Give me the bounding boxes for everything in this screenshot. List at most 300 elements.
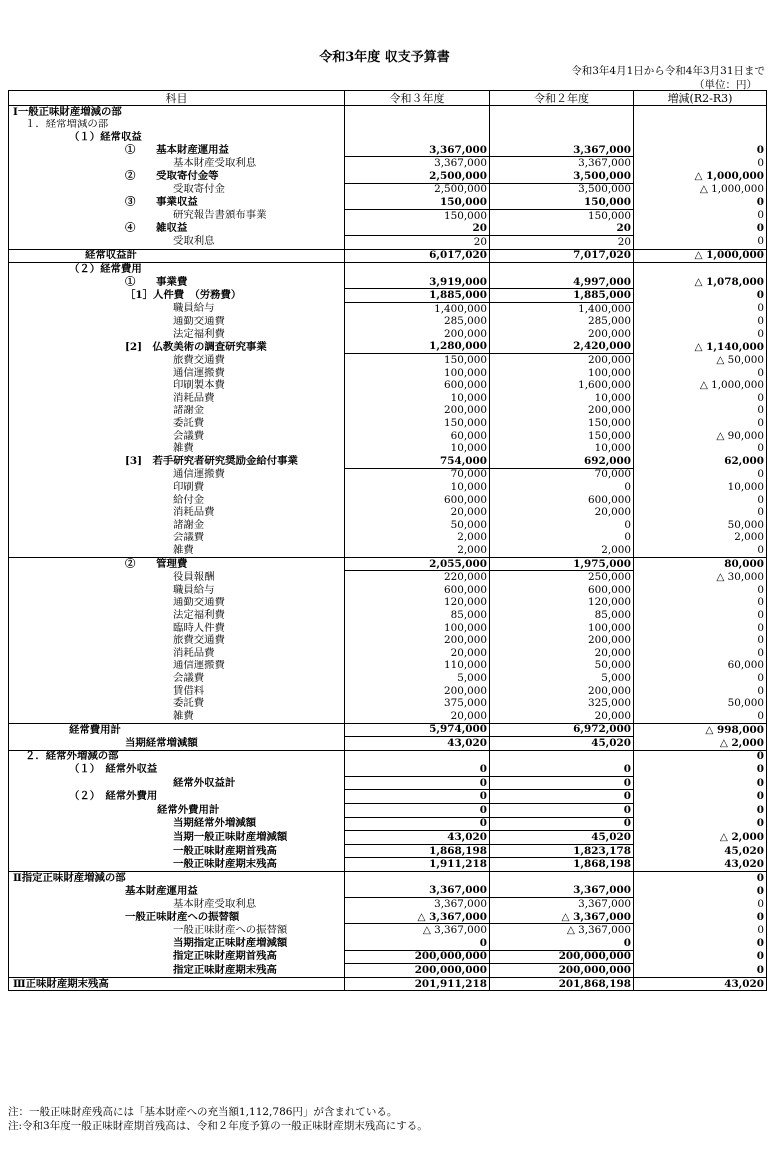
value-r2: 0 <box>490 776 634 790</box>
value-diff: △ 1,000,000 <box>634 170 767 183</box>
value-diff: 0 <box>634 872 767 885</box>
table-row <box>9 924 767 937</box>
value-r2: 200,000 <box>490 354 634 367</box>
table-row <box>9 328 767 341</box>
table-row <box>9 289 767 303</box>
value-diff: 0 <box>634 289 767 303</box>
value-diff: △ 90,000 <box>634 430 767 443</box>
account-label: 基本財産運用益 <box>9 885 345 898</box>
value-r2: 200,000 <box>490 328 634 341</box>
table-row <box>9 519 767 532</box>
account-label: 消耗品費 <box>9 392 345 405</box>
value-r2: 120,000 <box>490 597 634 610</box>
table-row <box>9 950 767 964</box>
value-diff: 0 <box>634 672 767 685</box>
value-r2: 70,000 <box>490 468 634 481</box>
value-r3: 85,000 <box>345 609 490 622</box>
value-r3: 20,000 <box>345 506 490 519</box>
value-diff: 0 <box>634 405 767 418</box>
value-r3: 200,000,000 <box>345 950 490 964</box>
value-r3: 20 <box>345 222 490 235</box>
table-row <box>9 634 767 647</box>
account-label: 職員給与 <box>9 302 345 315</box>
table-row <box>9 468 767 481</box>
account-label: ［1］人件費 （労務費） <box>9 289 345 303</box>
column-header-diff: 増減(R2-R3) <box>634 91 767 106</box>
account-label: 印刷製本費 <box>9 379 345 392</box>
value-r3: 120,000 <box>345 597 490 610</box>
value-diff: △ 998,000 <box>634 723 767 737</box>
table-row <box>9 911 767 924</box>
table-row <box>9 584 767 597</box>
table-row <box>9 341 767 354</box>
value-r3: 100,000 <box>345 622 490 635</box>
account-label: 雑費 <box>9 544 345 557</box>
value-diff: 0 <box>634 924 767 937</box>
value-diff: 43,020 <box>634 858 767 872</box>
table-row <box>9 557 767 571</box>
value-diff: 0 <box>634 316 767 329</box>
value-r3: 1,280,000 <box>345 341 490 354</box>
account-label: 通信運搬費 <box>9 367 345 380</box>
value-r3: 2,500,000 <box>345 183 490 196</box>
account-label: 諸謝金 <box>9 519 345 532</box>
table-row <box>9 977 767 991</box>
table-row <box>9 222 767 235</box>
value-r2: 600,000 <box>490 584 634 597</box>
value-diff: 0 <box>634 157 767 170</box>
value-r2: 3,367,000 <box>490 898 634 911</box>
table-row <box>9 763 767 776</box>
value-diff: 50,000 <box>634 519 767 532</box>
account-label: １．経常増減の部 <box>9 119 345 132</box>
value-r3: 0 <box>345 790 490 804</box>
value-diff: 0 <box>634 494 767 507</box>
value-r2: 10,000 <box>490 442 634 455</box>
account-label: ④ 雑収益 <box>9 222 345 235</box>
table-row <box>9 532 767 545</box>
table-row <box>9 316 767 329</box>
currency-unit: （単位：円） <box>694 79 757 91</box>
value-r2: 0 <box>490 790 634 804</box>
account-label: ２．経常外増減の部 <box>9 750 345 763</box>
value-diff: △ 1,140,000 <box>634 341 767 354</box>
table-row <box>9 898 767 911</box>
account-label: 通勤交通費 <box>9 597 345 610</box>
account-label: 一般正味財産への振替額 <box>9 911 345 924</box>
value-r2: 325,000 <box>490 697 634 710</box>
value-r2: 285,000 <box>490 316 634 329</box>
value-diff: 0 <box>634 392 767 405</box>
account-label: 印刷費 <box>9 481 345 494</box>
value-r3: 70,000 <box>345 468 490 481</box>
table-row <box>9 685 767 698</box>
value-r3: 50,000 <box>345 519 490 532</box>
table-row <box>9 170 767 183</box>
value-r2: 2,420,000 <box>490 341 634 354</box>
value-r3: 3,919,000 <box>345 276 490 289</box>
account-label: 一般正味財産期首残高 <box>9 844 345 858</box>
value-r3: 0 <box>345 804 490 818</box>
account-label: 当期経常外増減額 <box>9 817 345 831</box>
table-row <box>9 697 767 710</box>
table-row <box>9 183 767 196</box>
value-r2: 1,400,000 <box>490 302 634 315</box>
value-r2: 200,000,000 <box>490 950 634 964</box>
account-label: 旅費交通費 <box>9 354 345 367</box>
table-row <box>9 937 767 950</box>
value-r3: 5,974,000 <box>345 723 490 737</box>
value-diff: 50,000 <box>634 697 767 710</box>
value-r3: 3,367,000 <box>345 144 490 157</box>
value-r2: 200,000,000 <box>490 964 634 978</box>
value-r2 <box>490 263 634 276</box>
value-r2: 3,367,000 <box>490 157 634 170</box>
value-r2: 7,017,020 <box>490 249 634 263</box>
account-label: 指定正味財産期首残高 <box>9 950 345 964</box>
account-label: 雑費 <box>9 710 345 723</box>
account-label: 経常収益計 <box>9 249 345 263</box>
value-r3: 43,020 <box>345 737 490 751</box>
value-r2: △ 3,367,000 <box>490 924 634 937</box>
value-r3: 0 <box>345 937 490 950</box>
table-row <box>9 379 767 392</box>
value-r3 <box>345 263 490 276</box>
value-r3: 2,500,000 <box>345 170 490 183</box>
value-r2: 50,000 <box>490 660 634 673</box>
account-label: （１） 経常外収益 <box>9 763 345 776</box>
value-diff: 0 <box>634 685 767 698</box>
table-row <box>9 964 767 978</box>
value-r3: 150,000 <box>345 196 490 209</box>
value-r2: 250,000 <box>490 571 634 584</box>
account-label: [3] 若手研究者研究奨励金給付事業 <box>9 455 345 468</box>
value-diff: 0 <box>634 367 767 380</box>
table-row <box>9 622 767 635</box>
value-r2: 1,868,198 <box>490 858 634 872</box>
value-diff: 0 <box>634 647 767 660</box>
account-label: （２） 経常外費用 <box>9 790 345 804</box>
value-r2: 6,972,000 <box>490 723 634 737</box>
value-r2: 150,000 <box>490 196 634 209</box>
table-row <box>9 544 767 557</box>
table-row <box>9 597 767 610</box>
value-r3: 200,000 <box>345 685 490 698</box>
value-r2: 3,367,000 <box>490 144 634 157</box>
value-r3: 150,000 <box>345 354 490 367</box>
table-row <box>9 858 767 872</box>
value-r2: 100,000 <box>490 367 634 380</box>
value-r2: 1,823,178 <box>490 844 634 858</box>
value-diff: △ 2,000 <box>634 737 767 751</box>
table-row <box>9 430 767 443</box>
column-header-r3: 令和３年度 <box>345 91 490 106</box>
account-label: 通信運搬費 <box>9 660 345 673</box>
value-diff: 0 <box>634 544 767 557</box>
value-r3: 150,000 <box>345 209 490 222</box>
value-diff: 62,000 <box>634 455 767 468</box>
account-label: Ⅲ正味財産期末残高 <box>9 977 345 991</box>
account-label: ① 基本財産運用益 <box>9 144 345 157</box>
table-row <box>9 367 767 380</box>
value-r2: 3,500,000 <box>490 170 634 183</box>
account-label: 委託費 <box>9 417 345 430</box>
table-row <box>9 263 767 276</box>
value-r2: 150,000 <box>490 430 634 443</box>
account-label: 役員報酬 <box>9 571 345 584</box>
account-label: 給付金 <box>9 494 345 507</box>
account-label: 会議費 <box>9 430 345 443</box>
account-label: 賃借料 <box>9 685 345 698</box>
value-r3: 5,000 <box>345 672 490 685</box>
value-diff: 0 <box>634 235 767 249</box>
table-row <box>9 235 767 249</box>
table-row <box>9 131 767 144</box>
table-row <box>9 157 767 170</box>
footnote-1: 注：一般正味財産残高には「基本財産への充当額1,112,786円」が含まれている。 <box>8 1106 398 1118</box>
value-diff: 0 <box>634 196 767 209</box>
value-r3: 754,000 <box>345 455 490 468</box>
account-label: 法定福利費 <box>9 328 345 341</box>
table-row <box>9 660 767 673</box>
value-diff: 0 <box>634 937 767 950</box>
value-diff <box>634 106 767 119</box>
account-label: 旅費交通費 <box>9 634 345 647</box>
account-label: 職員給与 <box>9 584 345 597</box>
value-r2: 0 <box>490 804 634 818</box>
value-diff: 0 <box>634 506 767 519</box>
table-row <box>9 494 767 507</box>
value-diff: 0 <box>634 634 767 647</box>
value-diff: 0 <box>634 468 767 481</box>
value-r3: 200,000 <box>345 634 490 647</box>
value-r2: 200,000 <box>490 405 634 418</box>
value-r3: 220,000 <box>345 571 490 584</box>
table-row <box>9 417 767 430</box>
value-r2: 3,500,000 <box>490 183 634 196</box>
value-r3 <box>345 872 490 885</box>
value-diff: 0 <box>634 817 767 831</box>
value-r2: 10,000 <box>490 392 634 405</box>
value-r2 <box>490 131 634 144</box>
table-row <box>9 609 767 622</box>
value-diff: 0 <box>634 898 767 911</box>
account-label: 委託費 <box>9 697 345 710</box>
value-diff <box>634 131 767 144</box>
value-r3 <box>345 106 490 119</box>
value-r2: 201,868,198 <box>490 977 634 991</box>
account-label: 研究報告書頒布事業 <box>9 209 345 222</box>
value-r2: 3,367,000 <box>490 885 634 898</box>
account-label: 指定正味財産期末残高 <box>9 964 345 978</box>
value-r3: 2,000 <box>345 544 490 557</box>
value-r3: 200,000 <box>345 405 490 418</box>
value-r3: 1,400,000 <box>345 302 490 315</box>
value-r2: 45,020 <box>490 831 634 845</box>
value-r3: 2,000 <box>345 532 490 545</box>
value-r2: 0 <box>490 532 634 545</box>
column-header-r2: 令和２年度 <box>490 91 634 106</box>
account-label: （２）経常費用 <box>9 263 345 276</box>
value-diff: △ 50,000 <box>634 354 767 367</box>
value-diff: △ 2,000 <box>634 831 767 845</box>
value-r2: 150,000 <box>490 209 634 222</box>
value-r2: 0 <box>490 817 634 831</box>
value-diff: 0 <box>634 622 767 635</box>
table-row <box>9 392 767 405</box>
value-r3: 200,000 <box>345 328 490 341</box>
table-row <box>9 844 767 858</box>
table-row <box>9 723 767 737</box>
value-r3: 110,000 <box>345 660 490 673</box>
value-r3: 60,000 <box>345 430 490 443</box>
value-diff: △ 1,000,000 <box>634 249 767 263</box>
value-r3: 3,367,000 <box>345 157 490 170</box>
value-diff: 0 <box>634 442 767 455</box>
table-row <box>9 817 767 831</box>
table-row <box>9 571 767 584</box>
value-diff: 0 <box>634 222 767 235</box>
value-r3: 6,017,020 <box>345 249 490 263</box>
value-diff: 0 <box>634 609 767 622</box>
account-label: 臨時人件費 <box>9 622 345 635</box>
table-row <box>9 302 767 315</box>
table-row <box>9 405 767 418</box>
table-row <box>9 196 767 209</box>
account-label: ③ 事業収益 <box>9 196 345 209</box>
value-diff: △ 30,000 <box>634 571 767 584</box>
value-r2 <box>490 872 634 885</box>
account-label: 当期経常増減額 <box>9 737 345 751</box>
account-label: 当期一般正味財産増減額 <box>9 831 345 845</box>
value-r2: 1,885,000 <box>490 289 634 303</box>
value-r3: 600,000 <box>345 379 490 392</box>
value-diff: △ 1,000,000 <box>634 379 767 392</box>
value-r2: 1,600,000 <box>490 379 634 392</box>
value-r2: 20,000 <box>490 647 634 660</box>
table-row <box>9 144 767 157</box>
value-r2: 20 <box>490 222 634 235</box>
value-r2: 4,997,000 <box>490 276 634 289</box>
account-label: 経常費用計 <box>9 723 345 737</box>
value-r3: 0 <box>345 817 490 831</box>
account-label: 法定福利費 <box>9 609 345 622</box>
value-r3 <box>345 131 490 144</box>
value-diff: 0 <box>634 804 767 818</box>
value-r2 <box>490 750 634 763</box>
value-diff: 0 <box>634 885 767 898</box>
table-row <box>9 209 767 222</box>
value-diff: 43,020 <box>634 977 767 991</box>
table-row <box>9 481 767 494</box>
account-label: 受取利息 <box>9 235 345 249</box>
value-r2: 5,000 <box>490 672 634 685</box>
value-r2: 200,000 <box>490 634 634 647</box>
value-r3: 600,000 <box>345 584 490 597</box>
table-row <box>9 506 767 519</box>
value-r2: 0 <box>490 937 634 950</box>
value-r3: 201,911,218 <box>345 977 490 991</box>
value-r2: 20,000 <box>490 506 634 519</box>
value-diff: 10,000 <box>634 481 767 494</box>
table-row <box>9 872 767 885</box>
account-label: 会議費 <box>9 532 345 545</box>
value-r3: 600,000 <box>345 494 490 507</box>
value-diff: 0 <box>634 328 767 341</box>
value-r3: 3,367,000 <box>345 898 490 911</box>
table-row <box>9 249 767 263</box>
value-diff: 0 <box>634 790 767 804</box>
value-r2: 150,000 <box>490 417 634 430</box>
budget-table-body <box>9 106 767 991</box>
value-r3: △ 3,367,000 <box>345 924 490 937</box>
account-label: 会議費 <box>9 672 345 685</box>
value-r2: 0 <box>490 519 634 532</box>
value-diff: 45,020 <box>634 844 767 858</box>
value-r3: 1,885,000 <box>345 289 490 303</box>
fiscal-period: 令和3年4月1日から令和4年3月31日まで <box>571 65 765 77</box>
value-diff: 0 <box>634 597 767 610</box>
table-row <box>9 455 767 468</box>
value-diff <box>634 263 767 276</box>
value-r2: 692,000 <box>490 455 634 468</box>
value-r2 <box>490 119 634 132</box>
value-r3: 0 <box>345 776 490 790</box>
value-r2: 0 <box>490 763 634 776</box>
account-label: 消耗品費 <box>9 647 345 660</box>
value-r2: 20,000 <box>490 710 634 723</box>
value-r2: 85,000 <box>490 609 634 622</box>
account-label: 一般正味財産期末残高 <box>9 858 345 872</box>
account-label: （１）経常収益 <box>9 131 345 144</box>
value-diff: △ 1,000,000 <box>634 183 767 196</box>
account-label: [2] 仏教美術の調査研究事業 <box>9 341 345 354</box>
table-row <box>9 106 767 119</box>
value-r3: 375,000 <box>345 697 490 710</box>
value-r2: 600,000 <box>490 494 634 507</box>
account-label: 受取寄付金 <box>9 183 345 196</box>
account-label: 諸謝金 <box>9 405 345 418</box>
value-r3: 20 <box>345 235 490 249</box>
account-label: Ⅱ指定正味財産増減の部 <box>9 872 345 885</box>
value-diff: 80,000 <box>634 557 767 571</box>
value-r2: 100,000 <box>490 622 634 635</box>
value-diff: 0 <box>634 964 767 978</box>
table-row <box>9 831 767 845</box>
account-label: 通信運搬費 <box>9 468 345 481</box>
account-label: ① 事業費 <box>9 276 345 289</box>
value-diff: △ 1,078,000 <box>634 276 767 289</box>
value-diff: 0 <box>634 776 767 790</box>
value-r3: 3,367,000 <box>345 885 490 898</box>
table-row <box>9 442 767 455</box>
value-r3: 10,000 <box>345 392 490 405</box>
value-r3: 200,000,000 <box>345 964 490 978</box>
value-r3: 10,000 <box>345 442 490 455</box>
value-diff: 0 <box>634 144 767 157</box>
account-label: 当期指定正味財産増減額 <box>9 937 345 950</box>
table-row <box>9 776 767 790</box>
table-row <box>9 276 767 289</box>
account-label: 通勤交通費 <box>9 316 345 329</box>
value-diff: 0 <box>634 950 767 964</box>
account-label: 基本財産受取利息 <box>9 898 345 911</box>
value-r2: 45,020 <box>490 737 634 751</box>
value-r2: 200,000 <box>490 685 634 698</box>
page-title: 令和3年度 収支予算書 <box>319 50 450 65</box>
value-r3 <box>345 119 490 132</box>
value-diff: 0 <box>634 209 767 222</box>
